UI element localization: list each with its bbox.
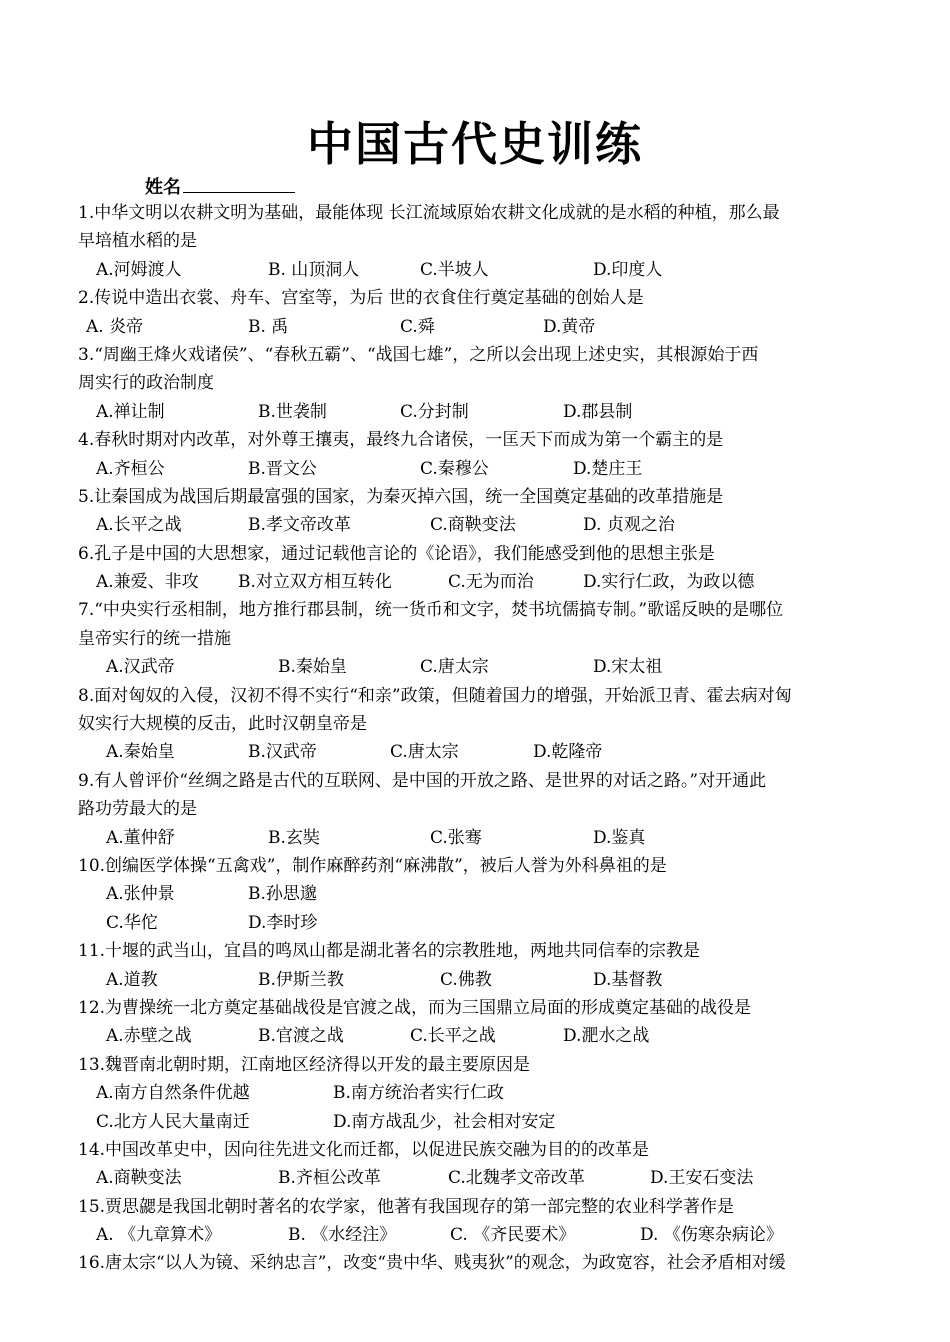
question-text: 2.传说中造出衣裳、舟车、宫室等，为后 世的衣食住行奠定基础的创始人是 <box>78 288 644 309</box>
question-item <box>78 937 878 994</box>
question-list <box>78 199 878 1278</box>
question-text: 皇帝实行的统一措施 <box>78 628 231 649</box>
answer-option: D.郡县制 <box>563 401 633 422</box>
question-item <box>78 1051 878 1136</box>
answer-option: A.秦始皇 <box>106 742 175 763</box>
question-text: 12.为曹操统一北方奠定基础战役是官渡之战，而为三国鼎立局面的形成奠定基础的战役是 <box>78 997 752 1018</box>
answer-option: D.王安石变法 <box>650 1168 754 1189</box>
question-item <box>78 199 878 284</box>
answer-option: B.对立双方相互转化 <box>238 572 392 593</box>
answer-option: A.赤壁之战 <box>106 1026 192 1047</box>
answer-options-row <box>78 568 878 596</box>
name-label: 姓名 <box>145 177 181 198</box>
answer-option: C.佛教 <box>440 969 492 990</box>
answer-option: D.李时珍 <box>248 912 318 933</box>
question-item <box>78 540 878 597</box>
answer-options-row <box>78 880 878 908</box>
question-item <box>78 1193 878 1250</box>
answer-option: C.唐太宗 <box>390 742 459 763</box>
question-text: 6.孔子是中国的大思想家，通过记载他言论的《论语》，我们能感受到他的思想主张是 <box>78 543 715 564</box>
answer-options-row <box>78 1164 878 1192</box>
answer-option: A.兼爱、非攻 <box>96 572 199 593</box>
answer-options-row <box>78 1221 878 1249</box>
question-item <box>78 341 878 426</box>
answer-option: A.禅让制 <box>96 401 165 422</box>
answer-option: B. 《水经注》 <box>288 1225 397 1246</box>
question-item <box>78 994 878 1051</box>
answer-option: C.分封制 <box>400 401 469 422</box>
answer-options-row <box>78 909 878 937</box>
answer-option: D.印度人 <box>593 259 663 280</box>
name-field <box>145 174 295 200</box>
answer-options-row <box>78 313 878 341</box>
answer-option: D.楚庄王 <box>573 458 643 479</box>
question-text: 14.中国改革史中，因向往先进文化而迁都，以促进民族交融为目的的改革是 <box>78 1139 650 1160</box>
answer-option: D.南方战乱少，社会相对安定 <box>333 1111 556 1132</box>
answer-option: A.道教 <box>106 969 158 990</box>
answer-option: C.商鞅变法 <box>430 515 516 536</box>
answer-option: B. 禹 <box>248 316 289 337</box>
answer-options-row <box>78 738 878 766</box>
answer-option: C.无为而治 <box>448 572 534 593</box>
question-text: 15.贾思勰是我国北朝时著名的农学家，他著有我国现存的第一部完整的农业科学著作是 <box>78 1196 735 1217</box>
answer-option: A.董仲舒 <box>106 827 175 848</box>
answer-option: B.世袭制 <box>258 401 327 422</box>
answer-options-row <box>78 653 878 681</box>
question-text: 早培植水稻的是 <box>78 231 197 252</box>
question-text: 路功劳最大的是 <box>78 799 197 820</box>
question-item <box>78 852 878 937</box>
answer-option: D.淝水之战 <box>563 1026 650 1047</box>
answer-option: C.长平之战 <box>410 1026 496 1047</box>
answer-option: B.孝文帝改革 <box>248 515 351 536</box>
answer-option: A.商鞅变法 <box>96 1168 182 1189</box>
answer-option: A. 《九章算术》 <box>96 1225 222 1246</box>
question-item <box>78 682 878 767</box>
answer-options-row <box>78 966 878 994</box>
answer-option: A.汉武帝 <box>106 657 175 678</box>
answer-option: D.基督教 <box>593 969 663 990</box>
answer-option: B. 山顶洞人 <box>268 259 360 280</box>
answer-option: C.舜 <box>400 316 435 337</box>
answer-option: B.南方统治者实行仁政 <box>333 1083 504 1104</box>
answer-option: A.南方自然条件优越 <box>96 1083 250 1104</box>
answer-option: D.鉴真 <box>593 827 646 848</box>
question-item <box>78 284 878 341</box>
answer-options-row <box>78 455 878 483</box>
question-text: 16.唐太宗“以人为镜、采纳忠言”，改变“贵中华、贱夷狄”的观念，为政宽容，社会矛盾相对缓 <box>78 1253 786 1274</box>
answer-option: C.秦穆公 <box>420 458 489 479</box>
question-item <box>78 767 878 852</box>
answer-option: C.张骞 <box>430 827 482 848</box>
question-text: 1.中华文明以农耕文明为基础，最能体现 长江流域原始农耕文化成就的是水稻的种植，那么最 <box>78 203 780 223</box>
answer-option: B.伊斯兰教 <box>258 969 344 990</box>
answer-option: C.半坡人 <box>420 259 489 280</box>
answer-options-row <box>78 1022 878 1050</box>
question-text: 8.面对匈奴的入侵，汉初不得不实行“和亲”政策，但随着国力的增强，开始派卫青、霍去病对匈 <box>78 685 792 706</box>
answer-option: C. 《齐民要术》 <box>450 1225 576 1246</box>
question-text: 10.创编医学体操“五禽戏”，制作麻醉药剂“麻沸散”，被后人誉为外科鼻祖的是 <box>78 855 667 876</box>
question-text: 3.“周幽王烽火戏诸侯”、“春秋五霸”、“战国七雄”，之所以会出现上述史实，其根源始于西 <box>78 344 759 365</box>
answer-option: A.齐桓公 <box>96 458 165 479</box>
question-item <box>78 426 878 483</box>
question-text: 4.春秋时期对内改革，对外尊王攘夷，最终九合诸侯，一匡天下而成为第一个霸主的是 <box>78 430 724 451</box>
question-text: 周实行的政治制度 <box>78 373 214 394</box>
answer-option: A.长平之战 <box>96 515 182 536</box>
question-text: 11.十堰的武当山，宜昌的鸣凤山都是湖北著名的宗教胜地，两地共同信奉的宗教是 <box>78 941 701 962</box>
answer-option: D.乾隆帝 <box>533 742 603 763</box>
answer-option: D.黄帝 <box>543 316 596 337</box>
page-title: 中国古代史训练 <box>307 117 643 171</box>
name-blank-line <box>183 174 295 193</box>
question-item <box>78 483 878 540</box>
answer-option: C.唐太宗 <box>420 657 489 678</box>
question-text: 7.“中央实行丞相制，地方推行郡县制，统一货币和文字，焚书坑儒搞专制。”歌谣反映的是哪位 <box>78 600 784 621</box>
answer-option: D.宋太祖 <box>593 657 663 678</box>
answer-option: A. 炎帝 <box>86 316 144 337</box>
question-text: 9.有人曾评价“丝绸之路是古代的互联网、是中国的开放之路、是世界的对话之路。”对开通此 <box>78 770 767 791</box>
answer-option: A.张仲景 <box>106 884 175 905</box>
answer-options-row <box>78 398 878 426</box>
answer-option: C.北魏孝文帝改革 <box>448 1168 585 1189</box>
answer-option: B.汉武帝 <box>248 742 317 763</box>
answer-option: B.孙思邈 <box>248 884 317 905</box>
question-item <box>78 596 878 681</box>
answer-options-row <box>78 511 878 539</box>
question-item <box>78 1249 878 1277</box>
question-item <box>78 1136 878 1193</box>
answer-option: B.齐桓公改革 <box>278 1168 381 1189</box>
answer-option: B.秦始皇 <box>278 657 347 678</box>
answer-option: B.晋文公 <box>248 458 317 479</box>
question-text: 5.让秦国成为战国后期最富强的国家，为秦灭掉六国，统一全国奠定基础的改革措施是 <box>78 486 724 507</box>
answer-option: B.官渡之战 <box>258 1026 344 1047</box>
answer-option: D. 贞观之治 <box>583 515 675 536</box>
answer-options-row <box>78 256 878 284</box>
answer-options-row <box>78 824 878 852</box>
answer-option: D. 《伤寒杂病论》 <box>640 1225 783 1246</box>
answer-option: A.河姆渡人 <box>96 259 182 280</box>
answer-option: B.玄奘 <box>268 827 320 848</box>
answer-option: C.华佗 <box>106 912 158 933</box>
answer-options-row <box>78 1108 878 1136</box>
answer-options-row <box>78 1079 878 1107</box>
question-text: 奴实行大规模的反击，此时汉朝皇帝是 <box>78 714 367 735</box>
answer-option: D.实行仁政，为政以德 <box>583 572 755 593</box>
answer-option: C.北方人民大量南迁 <box>96 1111 250 1132</box>
question-text: 13.魏晋南北朝时期，江南地区经济得以开发的最主要原因是 <box>78 1054 531 1075</box>
